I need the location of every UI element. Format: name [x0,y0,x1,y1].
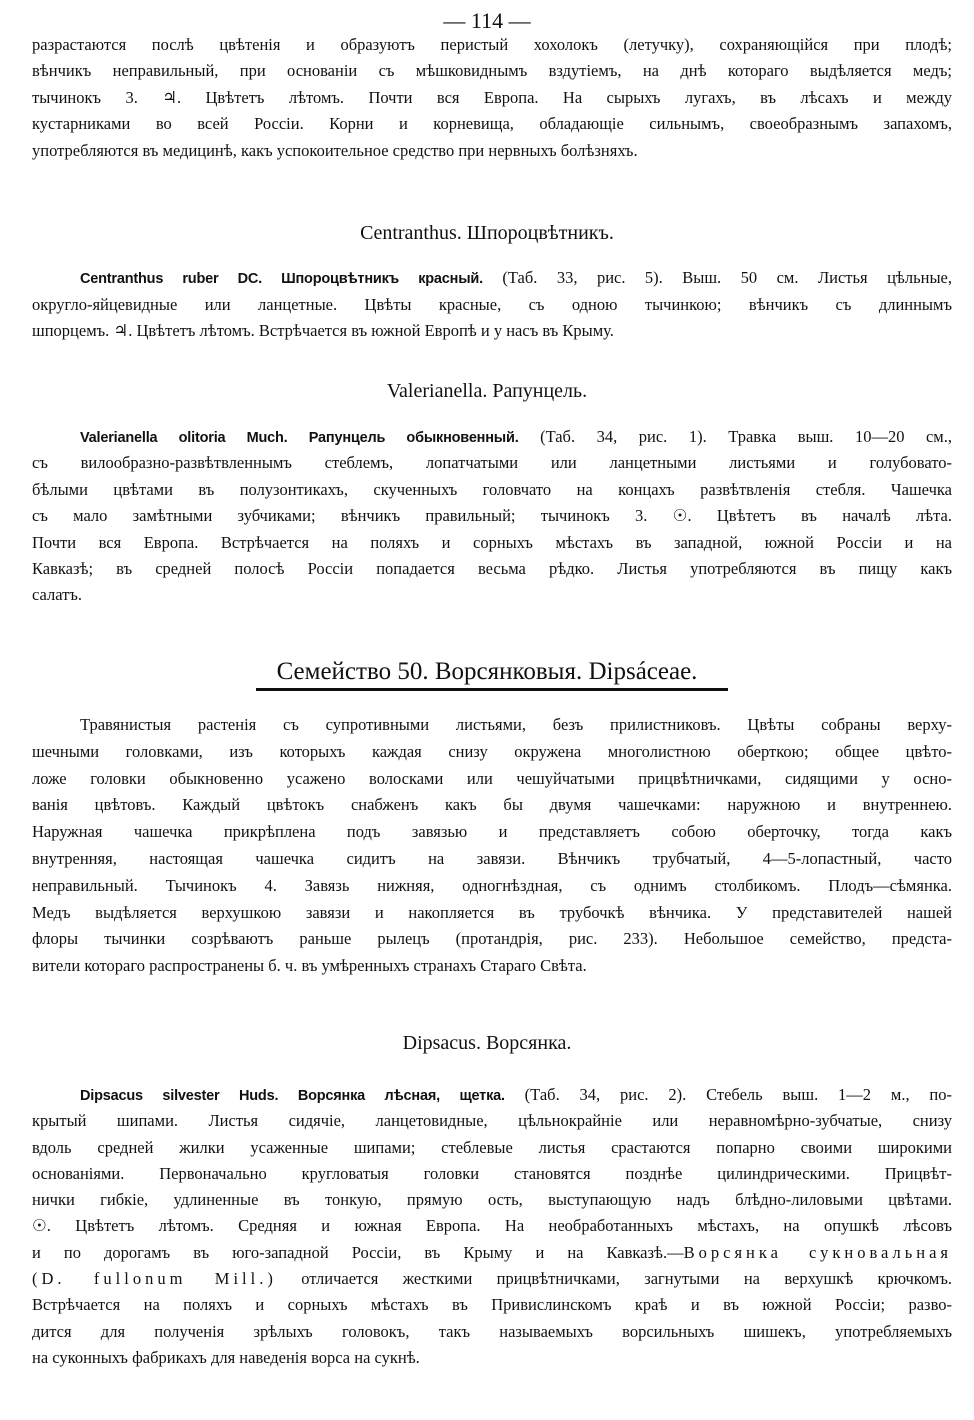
text-line [32,1266,952,1292]
text-line: Встрѣчается на поляхъ и сорныхъ мѣстахъ въ Привислинскомъ краѣ и въ южной Россіи; разво- [32,1295,952,1315]
text-line: салатъ. [32,585,82,605]
text-segment: (Таб. 33, рис. 5). Выш. 50 см. Листья цѣльные, [482,268,952,287]
text-line: вѣнчикъ неправильный, при основаніи съ мѣшковиднымъ вздутіемъ, на днѣ котораго выдѣляется медъ; [32,61,952,81]
text-line: бѣлыми цвѣтами въ полузонтикахъ, скученныхъ головчато на концахъ развѣтвленія стебля. Чашечка [32,479,952,499]
text-segment: (Таб. 34, рис. 1). Травка выш. 10—20 см., [518,427,952,446]
species-paragraph-valerianella [32,424,952,609]
intro-paragraph [32,32,952,164]
text-line [32,1082,952,1108]
text-line: Наружная чашечка прикрѣплена подъ завязью и представляетъ собою оберточку, тогда какъ [32,822,952,842]
family-heading-underline [256,688,728,691]
text-line: употребляются въ медицинѣ, какъ успокоительное средство при нервныхъ болѣзняхъ. [32,140,638,160]
text-segment: и по дорогамъ въ юго-западной Россіи, въ Крыму и на Кавказѣ.— [32,1242,684,1262]
text-line: округло-яйцевидные или ланцетные. Цвѣты красные, съ одною тычинкою; вѣнчикъ съ длиннымъ [32,294,952,314]
text-line: тычинокъ 3. ♃. Цвѣтетъ лѣтомъ. Почти вся Европа. На сырыхъ лугахъ, въ лѣсахъ и между [32,87,952,107]
text-line: ложе головки обыкновенно усажено волосками или чешуйчатыми прицвѣтничками, сидящими у осно- [32,768,952,788]
text-line: на суконныхъ фабрикахъ для наведенія ворса на сукнѣ. [32,1347,420,1367]
text-line: Почти вся Европа. Встрѣчается на поляхъ и сорныхъ мѣстахъ въ западной, южной Россіи и на [32,532,952,552]
family-description-paragraph [32,712,952,980]
page-number: — 114 — [443,8,531,33]
family-heading: Семейство 50. Ворсянковыя. Dipsáceae. [276,658,698,685]
text-line: кустарниками во всей Россіи. Корни и корневища, обладающіе сильнымъ, своеобразнымъ запахомъ, [32,114,952,134]
text-line: основаніями. Первоначально кругловатыя головки становятся позднѣе цилиндрическими. Прицвѣт- [32,1163,952,1183]
text-segment: отличается жесткими прицвѣтничками, загнутыми на верхушкѣ крючкомъ. [276,1269,953,1289]
text-line: Медъ выдѣляется верхушкою завязи и накопляется въ трубочкѣ вѣнчика. У представителей нашей [32,902,952,922]
genus-heading-valerianella: Valerianella. Рапунцель. [386,380,588,402]
species-name: Dipsacus silvester Huds. Ворсянка лѣсная, щетка. [80,1088,505,1104]
text-line: разрастаются послѣ цвѣтенія и образуютъ перистый хохолокъ (летучку), сохраняющійся при плодѣ; [32,35,952,54]
species-paragraph-centranthus [32,265,952,345]
text-line: ванія цвѣтовъ. Каждый цвѣтокъ снабженъ какъ бы двумя чашечками: наружною и внутреннею. [32,795,952,815]
text-line: вители котораго распространены б. ч. въ умѣренныхъ странахъ Стараго Свѣта. [32,956,587,976]
text-line: шпорцемъ. ♃. Цвѣтетъ лѣтомъ. Встрѣчается въ южной Европѣ и у насъ въ Крыму. [32,321,614,340]
text-line: нички гибкіе, удлиненные въ тонкую, прямую ость, выступающую надъ блѣдно-лиловыми цвѣтами. [32,1190,952,1210]
text-line: съ мало замѣтными зубчиками; вѣнчикъ правильный; тычинокъ 3. ☉. Цвѣтетъ въ началѣ лѣта. [32,506,952,526]
species-paragraph-dipsacus [32,1082,952,1371]
text-line: Травянистыя растенія съ супротивными листьями, безъ прилистниковъ. Цвѣты собраны верху- [80,715,952,734]
text-line [32,265,952,292]
species-name: Centranthus ruber DC. Шпороцвѣтникъ красный. [80,271,483,287]
text-line: флоры тычинки созрѣваютъ раньше рылецъ (протандрія, рис. 233). Небольшое семейство, предста- [32,929,952,949]
text-line: дится для полученія зрѣлыхъ головокъ, такъ называемыхъ ворсильныхъ шишекъ, употребляемыхъ [32,1321,952,1341]
latin-name: (D. fullonum Mill.) [32,1269,277,1289]
text-line: съ вилообразно-развѣтвленнымъ стеблемъ, лопатчатыми или ланцетными листьями и голубовато- [32,453,952,473]
text-segment: (Таб. 34, рис. 2). Стебель выш. 1—2 м., по- [504,1085,952,1104]
text-line: неправильный. Тычинокъ 4. Завязь нижняя, одногнѣздная, съ однимъ столбикомъ. Плодъ—сѣмянка. [32,875,952,895]
text-line: ☉. Цвѣтетъ лѣтомъ. Средняя и южная Европа. На необработанныхъ мѣстахъ, на опушкѣ лѣсовъ [32,1216,952,1236]
spaced-species-name: Ворсянка сукновальная [683,1242,952,1262]
genus-heading-dipsacus: Dipsacus. Ворсянка. [402,1032,572,1054]
text-line: шечными головками, изъ которыхъ каждая снизу окружена многолистною оберткою; общее цвѣто- [32,741,952,761]
text-line: вдоль средней жилки усаженные шипами; стеблевые листья срастаются попарно своими широкими [32,1137,952,1157]
text-line [32,1240,952,1266]
text-line: крытый шипами. Листья сидячіе, ланцетовидные, цѣльнокрайніе или неравномѣрно-зубчатые, снизу [32,1111,952,1131]
text-line: внутренняя, настоящая чашечка сидитъ на завязи. Вѣнчикъ трубчатый, 4—5-лопастный, часто [32,848,952,868]
genus-heading-centranthus: Centranthus. Шпороцвѣтникъ. [360,222,614,244]
text-line [32,424,952,450]
text-line: Кавказѣ; въ средней полосѣ Россіи попадается весьма рѣдко. Листья употребляются въ пищу какъ [32,558,952,578]
species-name: Valerianella olitoria Much. Рапунцель обыкновенный. [80,430,519,446]
